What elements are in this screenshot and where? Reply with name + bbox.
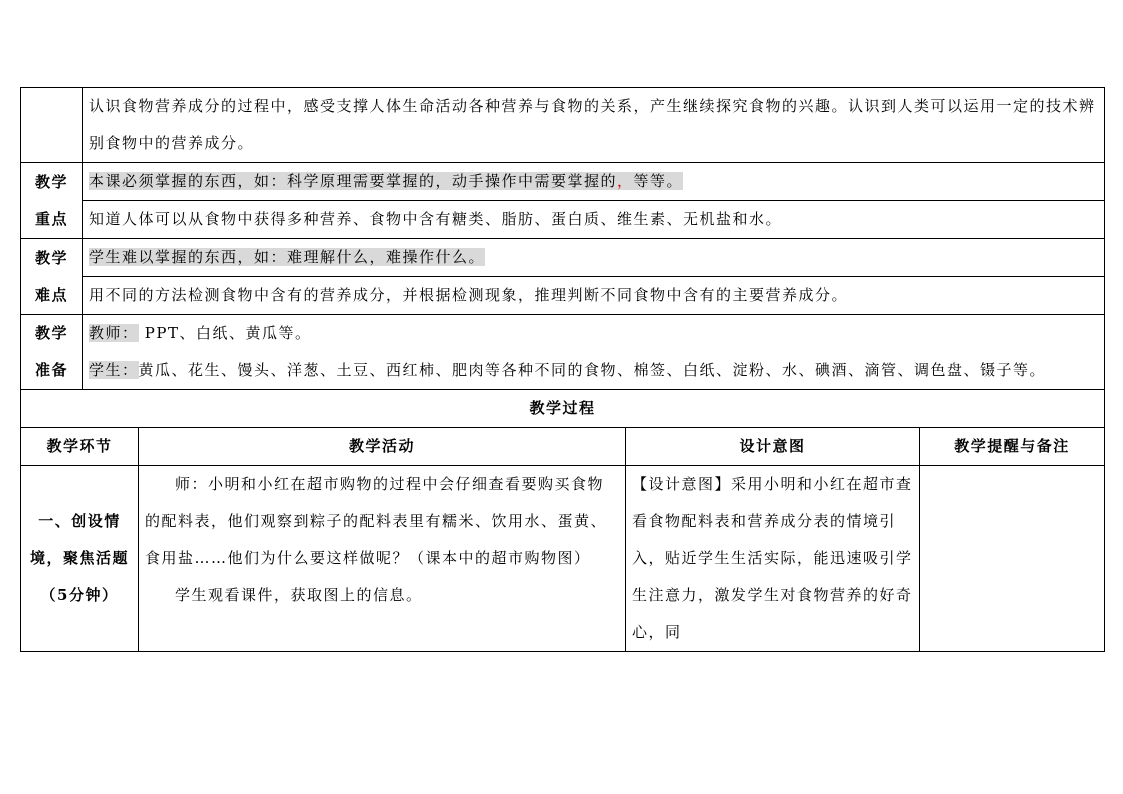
- stage-cell: 一、创设情境，聚焦活题（5分钟）: [21, 466, 139, 652]
- goal-content: [83, 88, 1105, 163]
- process-row: [21, 466, 1105, 652]
- activity-paragraph-1: 师：小明和小红在超市购物的过程中会仔细查看要购买食物的配料表，他们观察到粽子的配料表里有糯米、饮用水、蛋黄、食用盐……他们为什么要这样做呢？（课本中的超市购物图）: [145, 475, 608, 567]
- process-title: 教学过程: [21, 390, 1105, 428]
- difficulties-row-1: [21, 239, 1105, 277]
- key-points-hint-text: 本课必须掌握的东西，如：科学原理需要掌握的，动手操作中需要掌握的，等等。: [89, 172, 684, 190]
- student-items: 黄瓜、花生、馒头、洋葱、土豆、西红柿、肥肉等各种不同的食物、棉签、白纸、淀粉、水、碘酒、滴管、调色盘、镊子等。: [138, 361, 1047, 379]
- activity-paragraph-2: 学生观看课件，获取图上的信息。: [175, 586, 423, 604]
- activity-cell: [139, 466, 626, 652]
- difficulties-row-2: [21, 277, 1105, 315]
- preparation-label: 教学 准备: [21, 315, 83, 390]
- header-activity: 教学活动: [139, 428, 626, 466]
- process-title-row: [21, 390, 1105, 428]
- preparation-row: [21, 315, 1105, 390]
- teacher-items: PPT、白纸、黄瓜等。: [144, 324, 312, 342]
- key-points-label: 教学 重点: [21, 163, 83, 239]
- goal-label-cell: [21, 88, 83, 163]
- key-points-row-2: [21, 201, 1105, 239]
- process-header-row: [21, 428, 1105, 466]
- header-intent: 设计意图: [626, 428, 920, 466]
- notes-cell: [920, 466, 1105, 652]
- student-materials: [89, 352, 1098, 389]
- difficulties-label: 教学 难点: [21, 239, 83, 315]
- key-points-row-1: [21, 163, 1105, 201]
- lesson-plan-table: [20, 87, 1105, 652]
- preparation-content: [83, 315, 1105, 390]
- difficulties-hint: [83, 239, 1105, 277]
- key-points-content: 知道人体可以从食物中获得多种营养、食物中含有糖类、脂肪、蛋白质、维生素、无机盐和水。: [83, 201, 1105, 239]
- header-stage: 教学环节: [21, 428, 139, 466]
- header-notes: 教学提醒与备注: [920, 428, 1105, 466]
- goal-row: [21, 88, 1105, 163]
- goal-text: 认识食物营养成分的过程中，感受支撑人体生命活动各种营养与食物的关系，产生继续探究食物的兴趣。认识到人类可以运用一定的技术辨别食物中的营养成分。: [89, 97, 1096, 152]
- key-points-hint: [83, 163, 1105, 201]
- difficulties-content: 用不同的方法检测食物中含有的营养成分，并根据检测现象，推理判断不同食物中含有的主要营养成分。: [83, 277, 1105, 315]
- intent-cell: 【设计意图】采用小明和小红在超市查看食物配料表和营养成分表的情境引入，贴近学生生活实际，能迅速吸引学生注意力，激发学生对食物营养的好奇心，同: [626, 466, 920, 652]
- teacher-materials: [89, 315, 1098, 352]
- teacher-label: 教师：: [89, 324, 139, 342]
- difficulties-hint-text: 学生难以掌握的东西，如：难理解什么，难操作什么。: [89, 248, 486, 266]
- student-label: 学生：: [89, 361, 139, 379]
